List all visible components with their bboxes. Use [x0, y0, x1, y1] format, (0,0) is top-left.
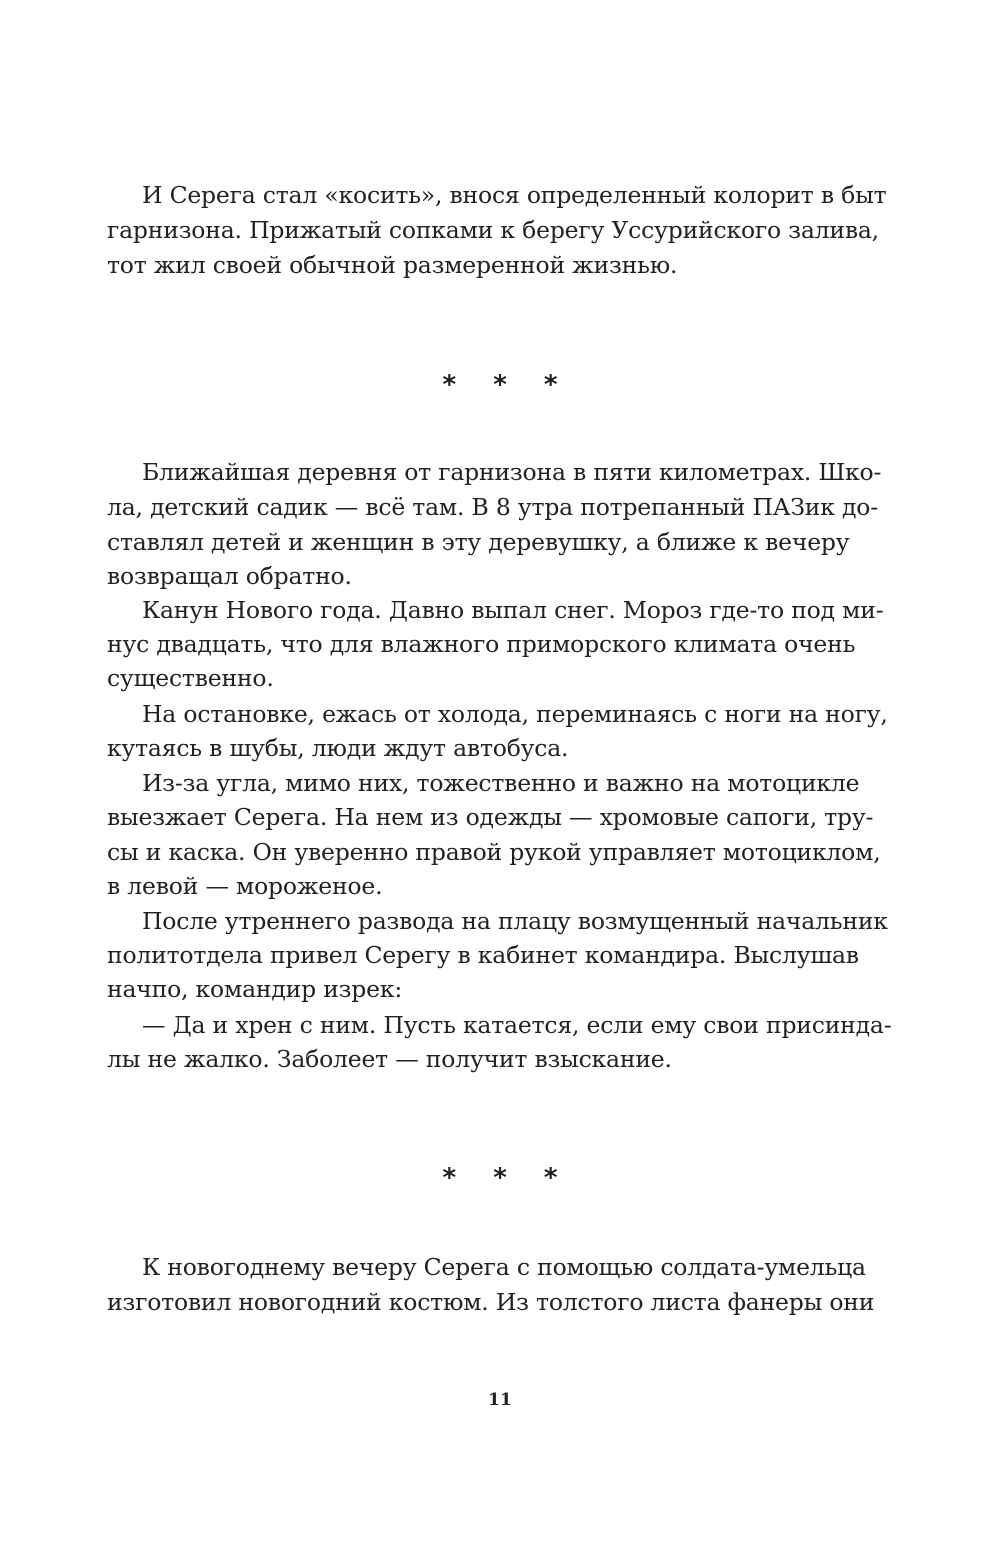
text-line: нус двадцать, что для влажного приморского климата очень: [107, 630, 856, 658]
text-line: И Серега стал «косить», внося определенный колорит в быт: [142, 181, 887, 209]
text-line: политотдела привел Серегу в кабинет командира. Выслушав: [107, 941, 859, 969]
text-line: Канун Нового года. Давно выпал снег. Мороз где-то под ми-: [142, 596, 884, 624]
text-line: начпо, командир изрек:: [107, 975, 403, 1003]
dialogue-line: — Да и хрен с ним. Пусть катается, если ему свои приcинда-: [142, 1011, 892, 1039]
text-line: возвращал обратно.: [107, 562, 352, 590]
text-line: изготовил новогодний костюм. Из толстого листа фанеры они: [107, 1288, 875, 1316]
text-line: существенно.: [107, 664, 274, 692]
text-line: ла, детский садик — всё там. В 8 утра потрепанный ПАЗик до-: [107, 493, 878, 521]
section-separator: * * *: [442, 1163, 572, 1193]
text-line: выезжает Серега. На нем из одежды — хромовые сапоги, тру-: [107, 803, 874, 831]
text-line: Ближайшая деревня от гарнизона в пяти километрах. Шко-: [142, 458, 882, 486]
page-number: 11: [488, 1390, 512, 1410]
text-line: ставлял детей и женщин в эту деревушку, а ближе к вечеру: [107, 528, 850, 556]
text-line: После утреннего развода на плацу возмущенный начальник: [142, 907, 888, 935]
text-line: К новогоднему вечеру Серега с помощью солдата-умельца: [142, 1253, 866, 1281]
text-line: Из-за угла, мимо них, тожественно и важно на мотоцикле: [142, 769, 860, 797]
text-line: в левой — мороженое.: [107, 872, 383, 900]
text-line: лы не жалко. Заболеет — получит взыскание.: [107, 1045, 672, 1073]
text-line: тот жил своей обычной размеренной жизнью.: [107, 251, 678, 279]
text-line: кутаясь в шубы, люди ждут автобуса.: [107, 734, 569, 762]
text-line: На остановке, ежась от холода, переминаясь с ноги на ногу,: [142, 700, 888, 728]
text-line: гарнизона. Прижатый сопками к берегу Уссурийского залива,: [107, 216, 879, 244]
text-line: сы и каска. Он уверенно правой рукой управляет мотоциклом,: [107, 838, 881, 866]
section-separator: * * *: [442, 370, 572, 400]
